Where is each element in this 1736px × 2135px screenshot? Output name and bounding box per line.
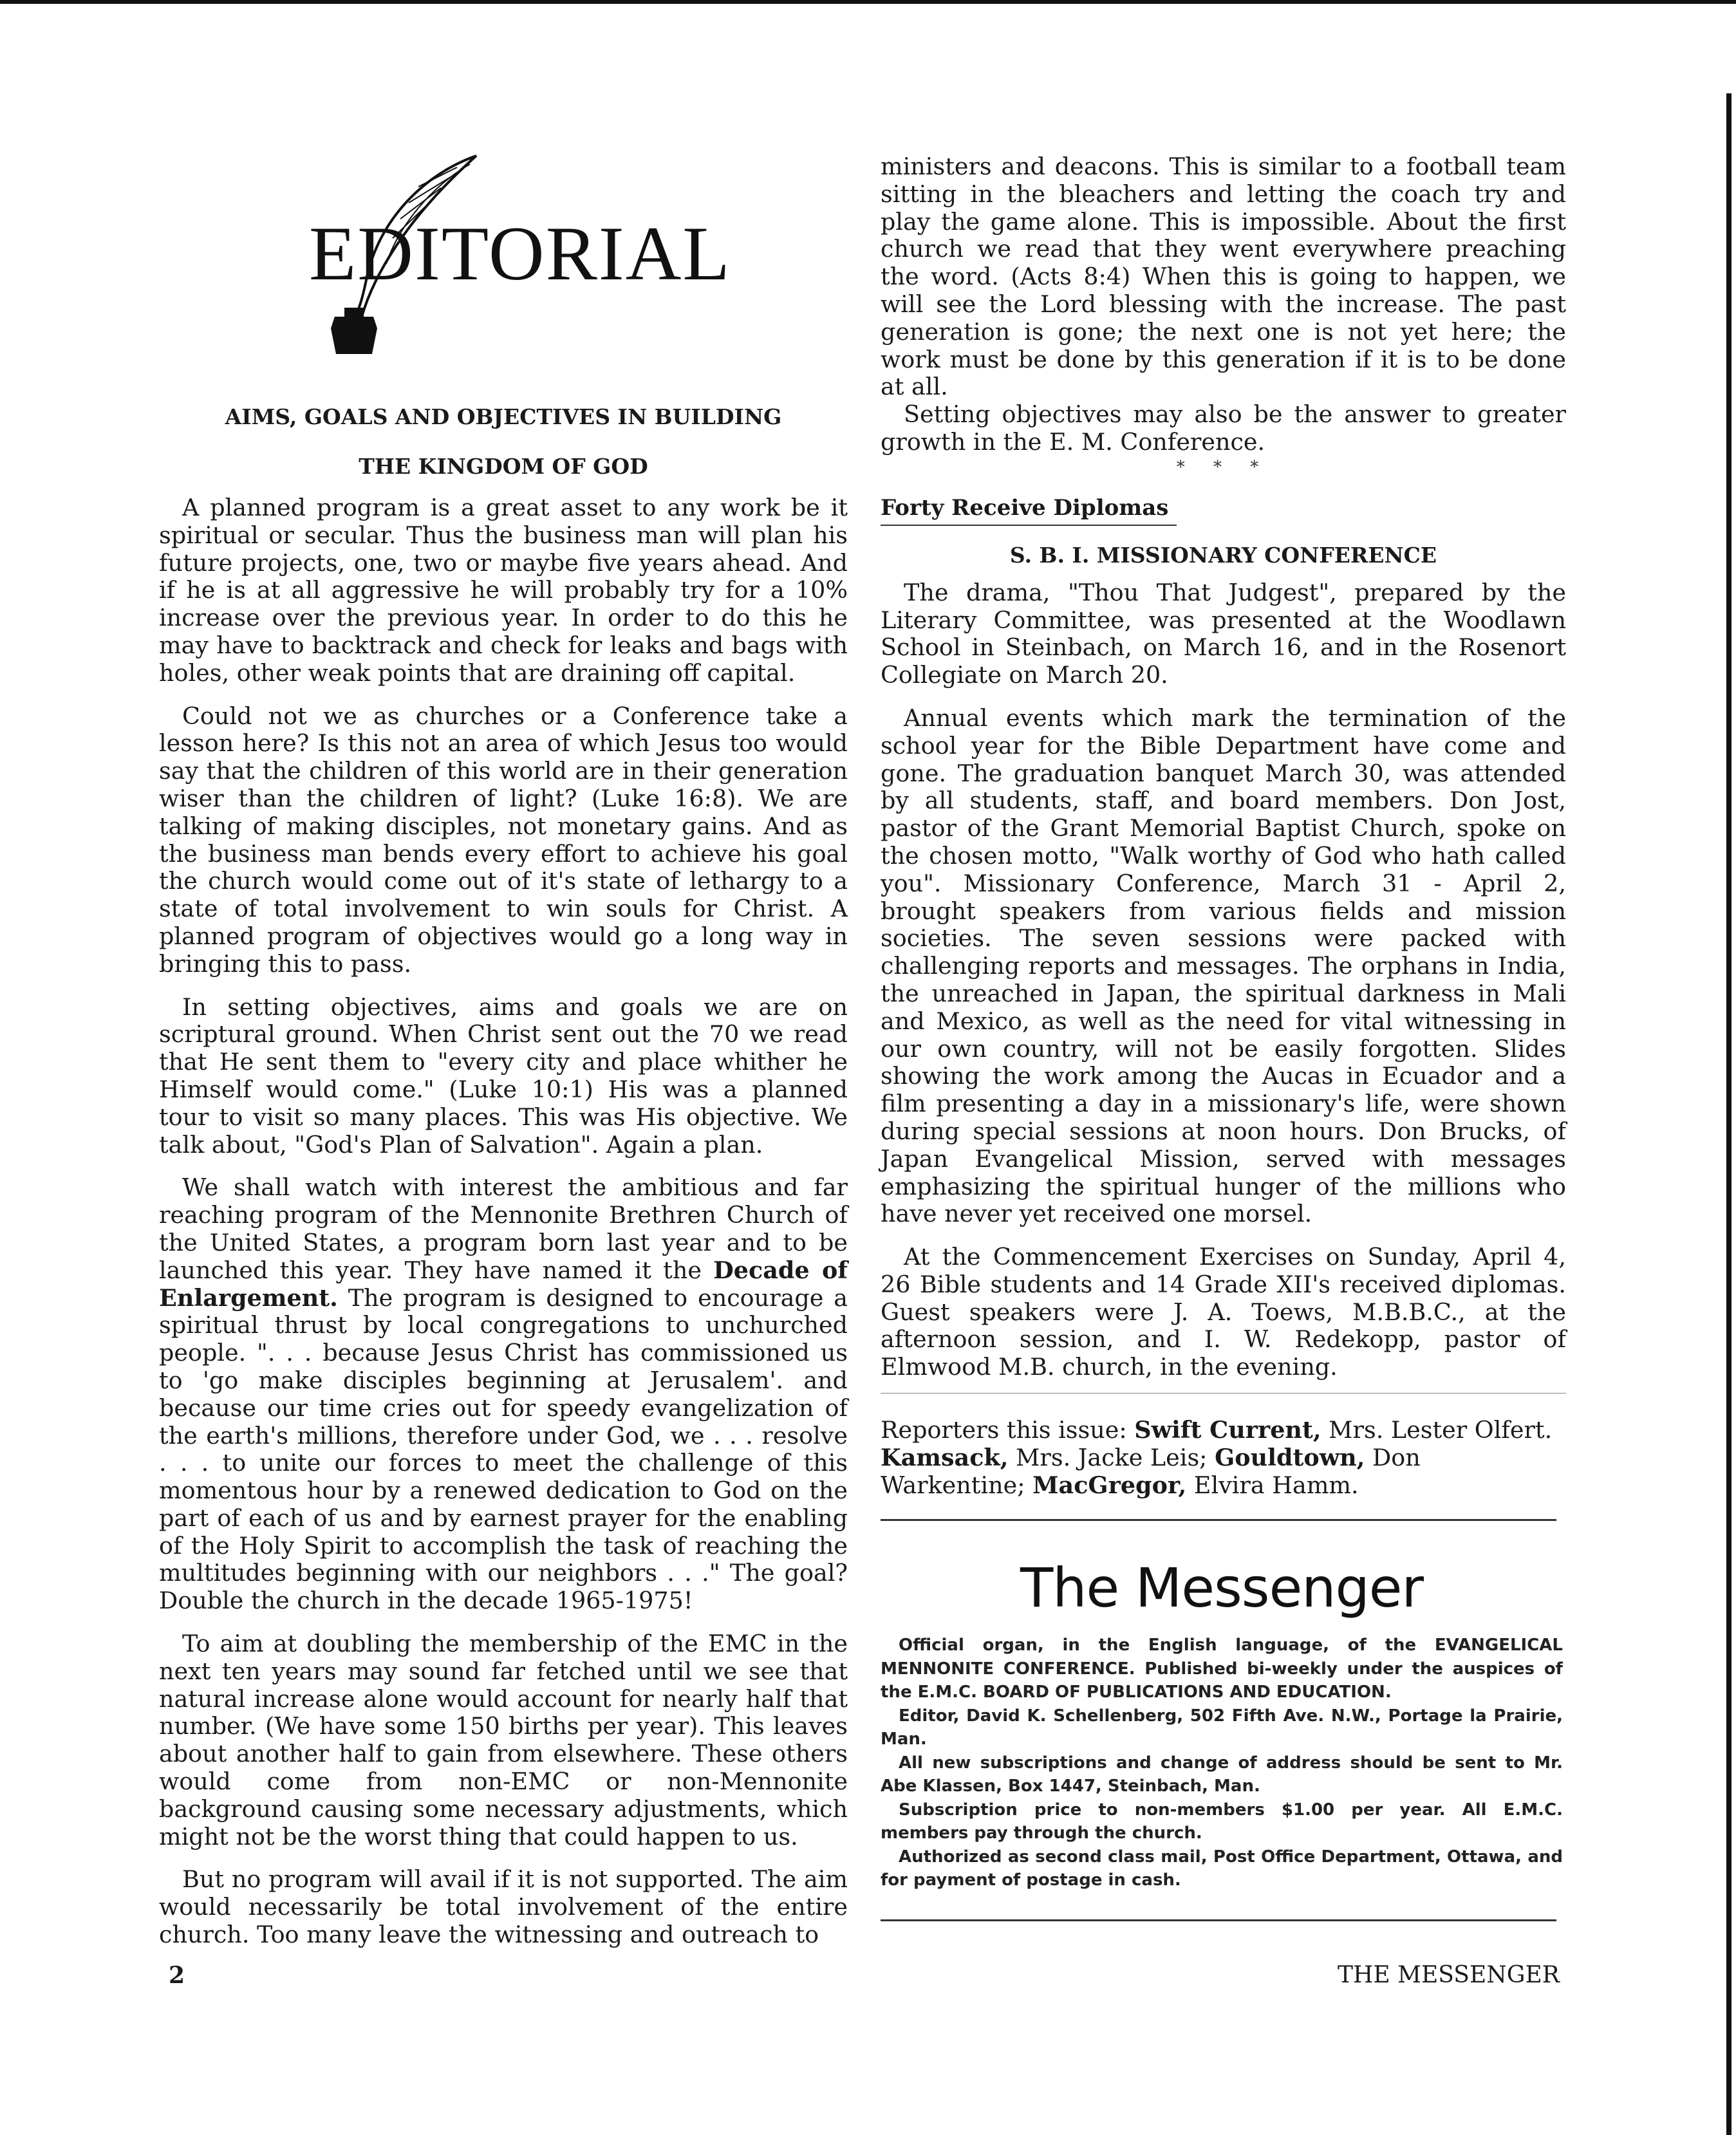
diplomas-heading-block — [881, 495, 1177, 526]
paragraph: But no program will avail if it is not supported. The aim would necessarily be total involvement of the entire church. Too many leave the witnessing and outreach to — [159, 1865, 848, 1949]
paragraph: A planned program is a great asset to any work be it spiritual or secular. Thus the business man will plan his future projects, one, two or maybe five years ahead. And if he is at all aggressive he will probably try for a 10% increase over the previous year. In order to do this he may have to backtrack and check for leaks and bags with holes, other weak points that are draining off capital. — [159, 494, 848, 687]
masthead — [881, 1519, 1563, 1921]
paragraph: Setting objectives may also be the answer to greater growth in the E. M. Conference. — [881, 400, 1566, 456]
reporters-line: Reporters this issue: Swift Current, Mrs. Lester Olfert. Kamsack, Mrs. Jacke Leis; Gouldtown, Don Warkentine; MacGregor, Elvira Hamm. — [881, 1416, 1553, 1499]
editorial-wordmark: EDITORIAL — [309, 210, 731, 296]
paragraph: At the Commencement Exercises on Sunday, April 4, 26 Bible students and 14 Grade XII's received diplomas. Guest speakers were J. A. Toews, M.B.B.C., at the afternoon session, and I. W. Redekopp, pastor of Elmwood M.B. church, in the evening. — [881, 1243, 1566, 1381]
masthead-text: Authorized as second class mail, Post Office Department, Ottawa, and for payment of postage in cash. — [881, 1847, 1563, 1890]
paragraph: Could not we as churches or a Conference take a lesson here? Is this not an area of which Jesus too would say that the children of this world are in their generation wiser than the children of light? (Luke 16:8). We are talking of making disciples, not monetary gains. And as the business man bends every effort to achieve his goal the church would come out of it's state of lethargy to a state of total involvement to win souls for Christ. A planned program of objectives would go a long way in bringing this to pass. — [159, 702, 848, 978]
paragraph: In setting objectives, aims and goals we are on scriptural ground. When Christ sent out the 70 we read that He sent them to "every city and place whither he Himself would come." (Luke 10:1) His was a planned tour to visit so many places. This was His objective. We talk about, "God's Plan of Salvation". Again a plan. — [159, 993, 848, 1159]
masthead-bottom-rule — [881, 1919, 1556, 1921]
footer-publication: THE MESSENGER — [1338, 1962, 1560, 1988]
program-name: Decade of Enlargement. — [159, 1256, 848, 1312]
divider — [881, 1393, 1566, 1394]
paragraph: ministers and deacons. This is similar to a football team sitting in the bleachers and letting the coach try and play the game alone. This is impossible. About the first church we read that they went everywhere preaching the word. (Acts 8:4) When this is going to happen, we will see the Lord blessing with the increase. The past generation is gone; the next one is not yet here; the work must be done by this generation if it is to be done at all. — [881, 153, 1566, 401]
paragraph: We shall watch with interest the ambitious and far reaching program of the Mennonite Brethren Church of the United States, a program born last year and to be launched this year. They have named it the Decade of Enlargement. The program is designed to encourage a spiritual thrust by local congregations to unchurched people. ". . . because Jesus Christ has commissioned us to 'go make disciples beginning at Jerusalem'. and because our time cries out for speedy evangelization of the earth's millions, therefore under God, we . . . resolve . . . to unite our forces to meet the challenge of this momentous hour by a renewed dedication to God on the part of each of us and by earnest prayer for the enabling of the Holy Spirit to accomplish the task of reaching the multitudes beginning with our neighbors . . ." The goal? Double the church in the decade 1965-1975! — [159, 1173, 848, 1615]
page-number: 2 — [169, 1962, 185, 1989]
masthead-text: All new subscriptions and change of address should be sent to Mr. Abe Klassen, Box 1447, Steinbach, Man. — [881, 1753, 1563, 1796]
article-title-line1: AIMS, GOALS AND OBJECTIVES IN BUILDING — [225, 404, 782, 429]
right-border — [1726, 93, 1731, 2135]
section-heading: Forty Receive Diplomas — [881, 494, 1169, 521]
section-subheading: S. B. I. MISSIONARY CONFERENCE — [1009, 542, 1437, 568]
heading-underline — [881, 525, 1177, 526]
paragraph: Annual events which mark the termination of the school year for the Bible Department have come and gone. The graduation banquet March 30, was attended by all students, staff, and board members. Don Jost, pastor of the Grant Memorial Baptist Church, spoke on the chosen motto, "Walk worthy of God who hath called you". Missionary Conference, March 31 - April 2, brought speakers from various fields and mission societies. The seven sessions were packed with challenging reports and messages. The orphans in India, the unreached in Japan, the spiritual darkness in Mali and Mexico, as well as the need for vital witnessing in our own country, will not be easily forgotten. Slides showing the work among the Aucas in Ecuador and a film presenting a day in a missionary's life, were shown during special sessions at noon hours. Don Brucks, of Japan Evangelical Mission, served with messages emphasizing the spiritual hunger of the millions who have never yet received one morsel. — [881, 704, 1566, 1228]
quill-and-inkwell-icon — [148, 148, 689, 360]
article-title-line2: THE KINGDOM OF GOD — [359, 454, 648, 479]
masthead-text: Editor, David K. Schellenberg, 502 Fifth Ave. N.W., Portage la Prairie, Man. — [881, 1706, 1563, 1749]
top-border — [0, 0, 1736, 4]
paragraph: To aim at doubling the membership of the EMC in the next ten years may sound far fetched until we see that natural increase alone would account for nearly half that number. (We have some 150 births per year). This leaves about another half to gain from elsewhere. These others would come from non-EMC or non-Mennonite background causing some necessary adjustments, which might not be the worst thing that could happen to us. — [159, 1630, 848, 1851]
masthead-title: The Messenger — [1020, 1556, 1424, 1619]
paragraph: The drama, "Thou That Judgest", prepared by the Literary Committee, was presented at the Woodlawn School in Steinbach, on March 16, and in the Rosenort Collegiate on March 20. — [881, 578, 1566, 689]
section-divider-stars: * * * — [1176, 457, 1271, 477]
editorial-logo — [148, 148, 731, 360]
masthead-top-rule — [881, 1519, 1556, 1521]
masthead-text: Official organ, in the English language, of the EVANGELICAL MENNONITE CONFERENCE. Published bi-weekly under the auspices of the E.M.C. BOARD OF PUBLICATIONS AND EDUCATION. — [881, 1636, 1563, 1702]
masthead-text: Subscription price to non-members $1.00 per year. All E.M.C. members pay through the church. — [881, 1800, 1563, 1843]
